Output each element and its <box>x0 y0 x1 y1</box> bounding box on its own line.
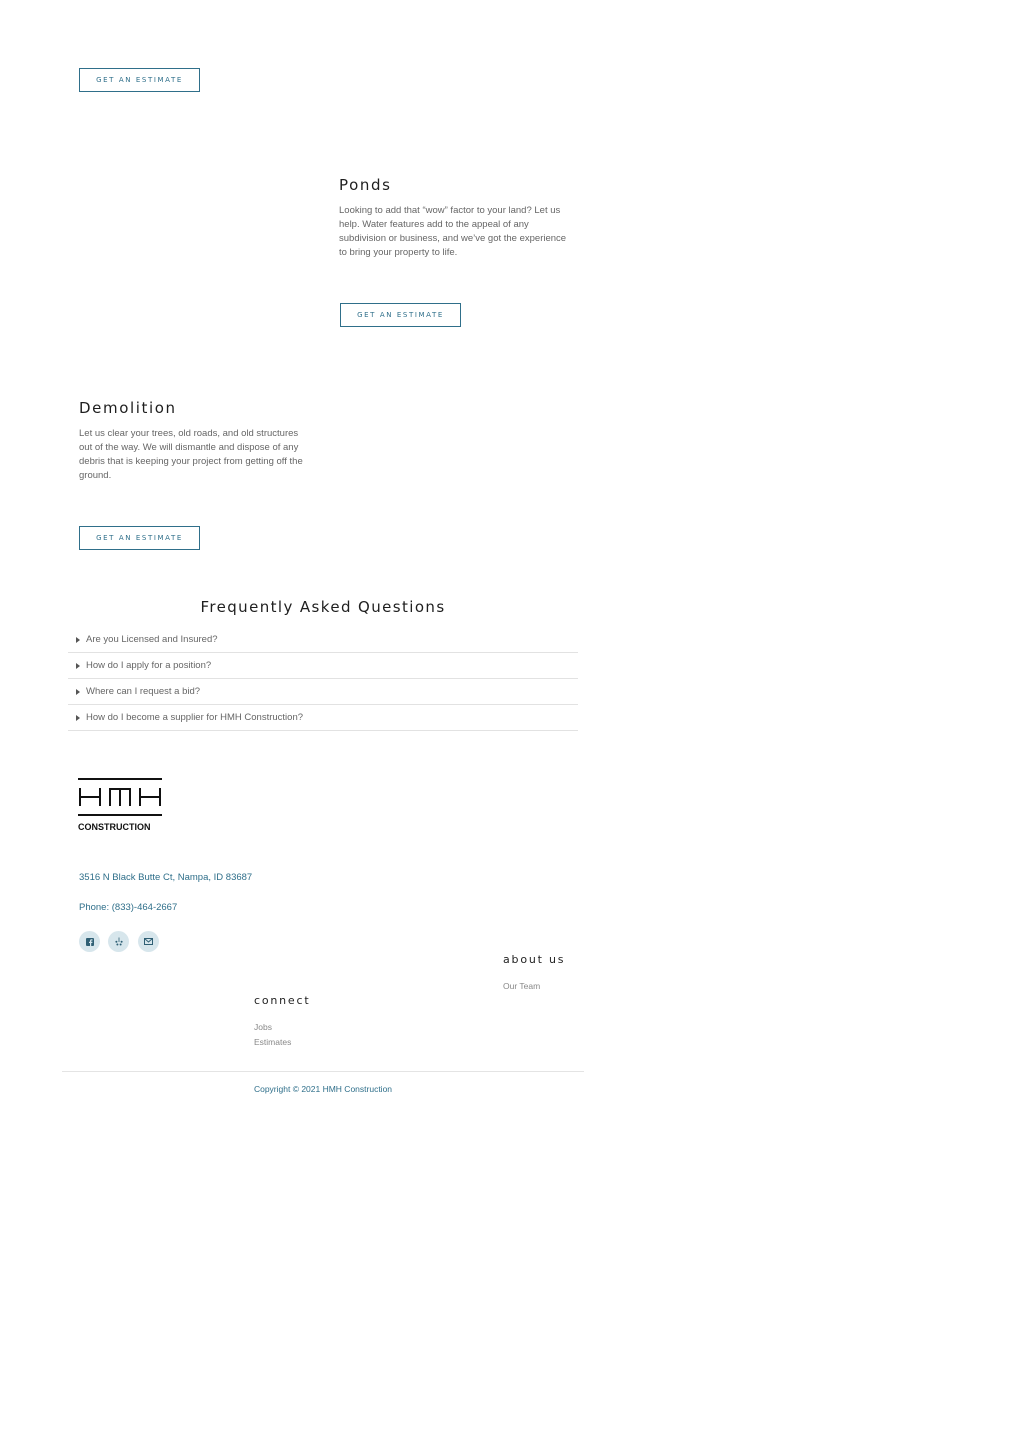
hmh-logo[interactable] <box>78 777 164 833</box>
facebook-icon[interactable] <box>79 931 100 952</box>
ponds-title: Ponds <box>339 176 392 194</box>
connect-heading: connect <box>254 994 311 1007</box>
faq-item[interactable] <box>68 705 578 731</box>
logo-subtitle: CONSTRUCTION <box>78 822 151 832</box>
faq-question: How do I apply for a position? <box>86 660 212 671</box>
footer-phone[interactable]: Phone: (833)-464-2667 <box>79 902 178 913</box>
footer-address[interactable]: 3516 N Black Butte Ct, Nampa, ID 83687 <box>79 872 253 883</box>
caret-right-icon <box>76 663 80 669</box>
caret-right-icon <box>76 637 80 643</box>
demolition-description: Let us clear your trees, old roads, and old structures out of the way. We will dismantle and dispose of any debris that is keeping your project from getting off the ground. <box>79 428 303 481</box>
get-estimate-button-demolition[interactable]: GET AN ESTIMATE <box>79 526 200 550</box>
demolition-title: Demolition <box>79 399 177 417</box>
faq-question: Where can I request a bid? <box>86 686 201 697</box>
estimates-link[interactable]: Estimates <box>254 1037 292 1047</box>
faq-question: Are you Licensed and Insured? <box>86 634 218 645</box>
faq-list <box>68 627 578 731</box>
get-estimate-button-top[interactable]: GET AN ESTIMATE <box>79 68 200 92</box>
about-us-heading: about us <box>503 953 566 966</box>
yelp-icon[interactable] <box>108 931 129 952</box>
mail-icon[interactable] <box>138 931 159 952</box>
footer-divider <box>62 1071 584 1072</box>
faq-title: Frequently Asked Questions <box>200 598 446 616</box>
faq-item[interactable] <box>68 679 578 705</box>
faq-item[interactable] <box>68 653 578 679</box>
caret-right-icon <box>76 715 80 721</box>
ponds-description: Looking to add that “wow” factor to your land? Let us help. Water features add to the appeal of any subdivision or business, and we’ve got the experience to bring your property to life. <box>339 205 567 258</box>
faq-question: How do I become a supplier for HMH Construction? <box>86 712 304 723</box>
copyright-text: Copyright © 2021 HMH Construction <box>253 1084 393 1094</box>
jobs-link[interactable]: Jobs <box>254 1022 272 1032</box>
caret-right-icon <box>76 689 80 695</box>
our-team-link[interactable]: Our Team <box>503 981 541 991</box>
get-estimate-button-ponds[interactable]: GET AN ESTIMATE <box>340 303 461 327</box>
faq-item[interactable] <box>68 627 578 653</box>
